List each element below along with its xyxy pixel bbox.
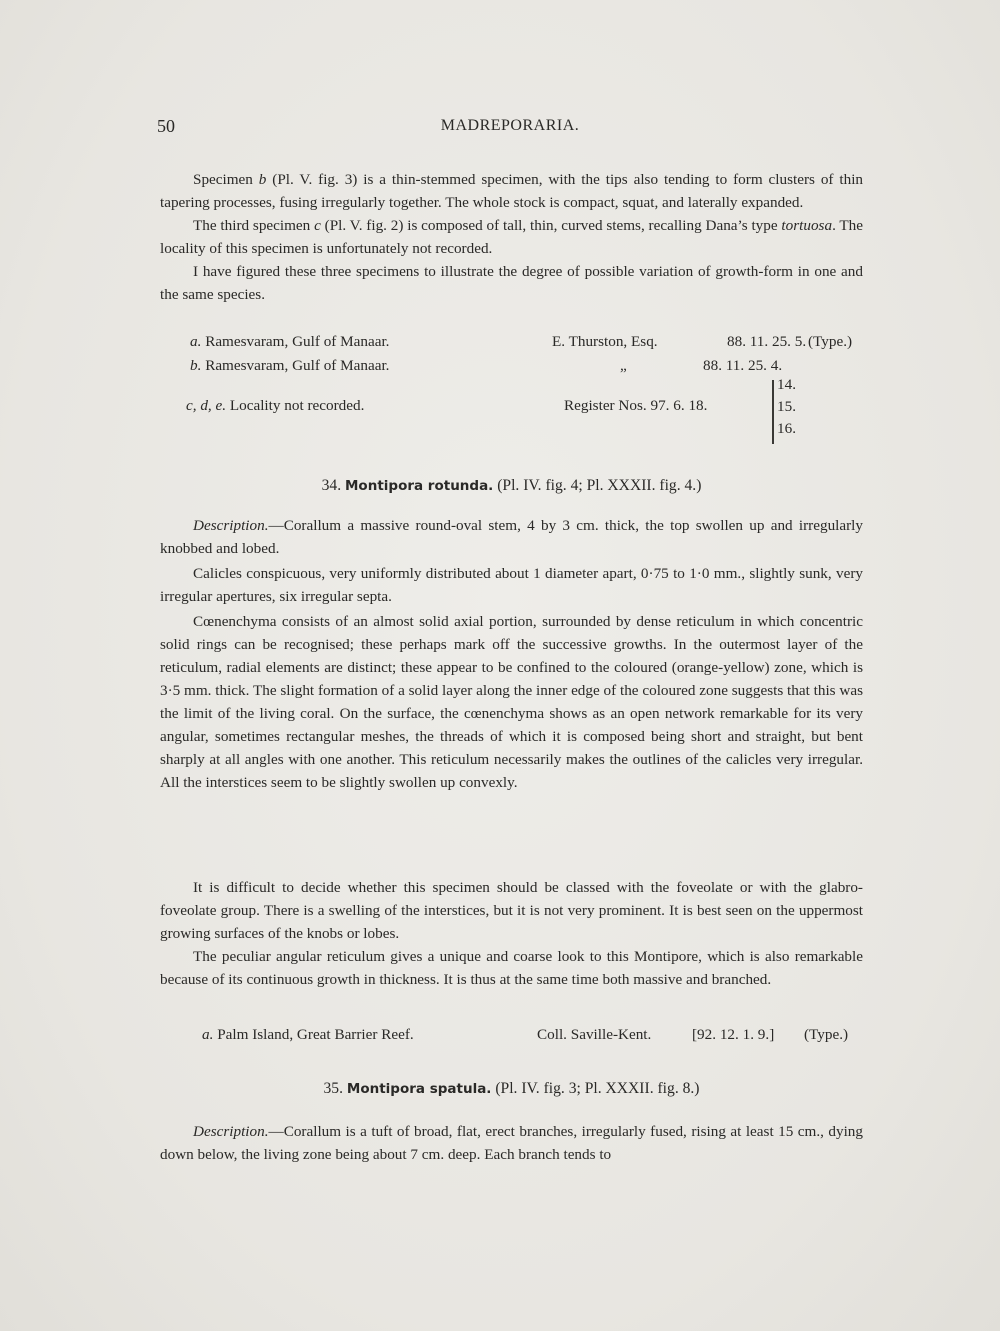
paragraph-description: Description.—Corallum is a tuft of broad, flat, erect branches, irregularly fused, rising at least 15 cm., dying down below, the living zone being about 7 cm. deep. Each branch tends to [160,1123,863,1163]
brace-line [772,380,774,444]
species-heading-35: 35. Montipora spatula. (Pl. IV. fig. 3; Pl. XXXII. fig. 8.) [323,1080,700,1097]
species-heading-34: 34. Montipora rotunda. (Pl. IV. fig. 4; Pl. XXXII. fig. 4.) [321,477,702,494]
paragraph-description: Description.—Corallum a massive round-oval stem, 4 by 3 cm. thick, the top swollen up and irregularly knobbed and lobed. [160,517,863,557]
paragraph-specimen-b: Specimen b (Pl. V. fig. 3) is a thin-stemmed specimen, with the tips also tending to form clusters of thin tapering processes, fusing irregularly together. The whole stock is compact, squat, and laterally expanded. [160,171,864,211]
paragraph-coenenchyma: Cœnenchyma consists of an almost solid axial portion, surrounded by dense reticulum in which concentric solid rings can be recognised; these perhaps mark off the successive growths. In the outermost layer of the reticulum, radial elements are distinct; these appear to be confined to the coloured (orange-yellow) zone, which is 3·5 mm. thick. The slight formation of a solid layer along the inner edge of the coloured zone suggests that this was the limit of the living coral. On the surface, the cœnenchyma shows as an open network remarkable for its very angular, sometimes rectangular meshes, the threads of which it is composed being short and straight, but bent sharply at all angles with one another. This reticulum necessarily makes the outlines of the calicles very irregular. All the interstices seem to be slightly swollen up convexly. [160,613,863,791]
register-brace [772,376,802,446]
species-34-remarks [160,876,863,991]
running-title: MADREPORARIA. [440,117,580,134]
intro-section [160,168,863,306]
paragraph-remarks: It is difficult to decide whether this specimen should be classed with the foveolate or with the glabro-foveolate group. There is a swelling of the interstices, but it is not very prominent. It is best seen on the uppermost growing surfaces of the knobs or lobes. [160,879,863,942]
page-header [157,116,863,146]
specimen-row: b. Ramesvaram, Gulf of Manaar. „ 88. 11. 25. 4. [190,357,783,374]
specimen-row: a. Palm Island, Great Barrier Reef. Coll. Saville-Kent. [92. 12. 1. 9.] (Type.) [202,1026,849,1043]
page-number: 50 [157,116,175,136]
specimen-row: a. Ramesvaram, Gulf of Manaar. E. Thurston, Esq. 88. 11. 25. 5. (Type.) [190,333,853,350]
paragraph-remarks: The peculiar angular reticulum gives a unique and coarse look to this Montipore, which is also remarkable because of its continuous growth in thickness. It is thus at the same time both massive and branched. [160,948,863,988]
species-35-description [160,1120,863,1166]
register-number: 16. [777,420,796,437]
paragraph-variation: I have figured these three specimens to illustrate the degree of possible variation of growth-form in one and the same species. [160,263,863,303]
register-number: 14. [777,376,796,393]
paragraph-calicles: Calicles conspicuous, very uniformly distributed about 1 diameter apart, 0·75 to 1·0 mm., slightly sunk, very irregular apertures, six irregular septa. [160,565,863,605]
specimen-row: c, d, e. Locality not recorded. Register Nos. 97. 6. 18. [186,397,708,414]
species-34-description [160,514,863,794]
paragraph-specimen-c: The third specimen c (Pl. V. fig. 2) is composed of tall, thin, curved stems, recalling Dana’s type tortuosa. The locality of this specimen is unfortunately not recorded. [160,217,864,257]
register-number: 15. [777,398,796,415]
